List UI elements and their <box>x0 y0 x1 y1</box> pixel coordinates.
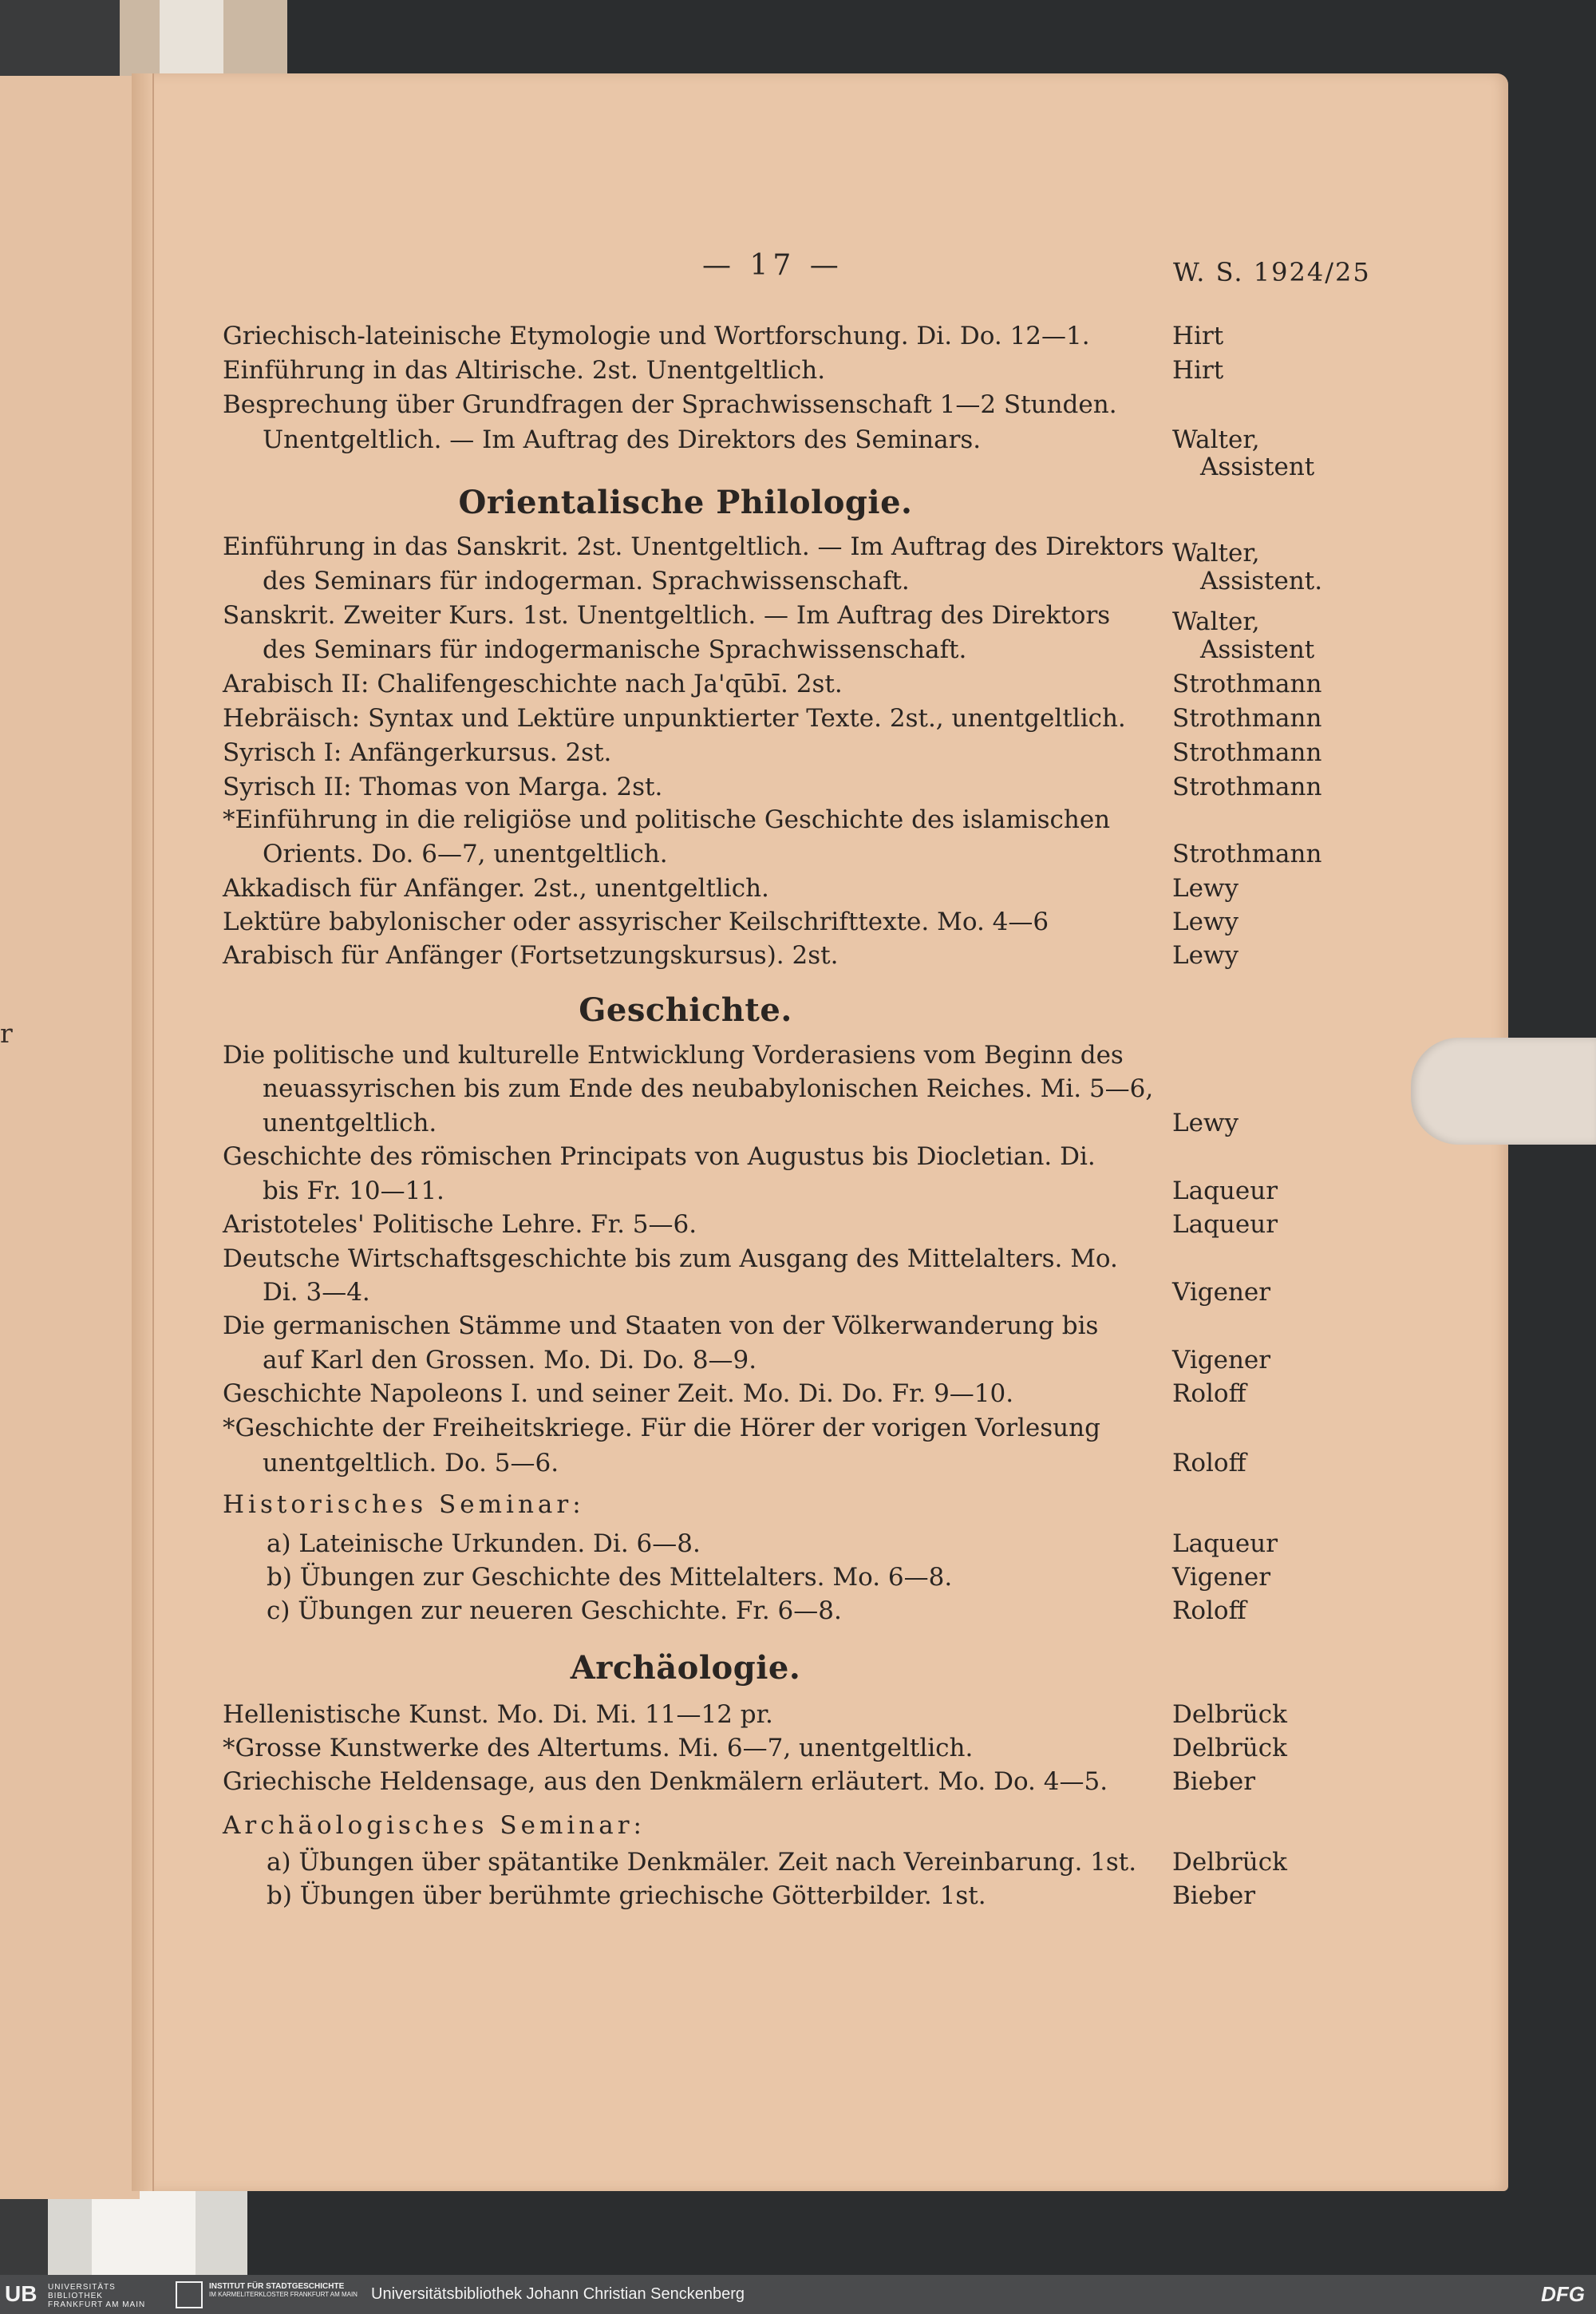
course-text: Lektüre babylonischer oder assyrischer Keilschrifttexte. Mo. 4—6 <box>223 908 1049 936</box>
lecturer: Bieber <box>1172 1767 1256 1796</box>
course-text: Sanskrit. Zweiter Kurs. 1st. Unentgeltlich. — Im Auftrag des Direktors <box>223 601 1111 630</box>
course-text: *Einführung in die religiöse und politische Geschichte des islamischen <box>223 805 1111 834</box>
page-binding <box>132 73 154 2191</box>
lecturer: Laqueur <box>1172 1529 1278 1558</box>
library-name: Universitätsbibliothek Johann Christian Senckenberg <box>371 2285 745 2303</box>
course-text: Einführung in das Sanskrit. 2st. Unentgeltlich. — Im Auftrag des Direktors <box>223 532 1164 561</box>
course-text: Syrisch II: Thomas von Marga. 2st. <box>223 773 663 801</box>
course-text: bis Fr. 10—11. <box>263 1177 444 1205</box>
course-text: Aristoteles' Politische Lehre. Fr. 5—6. <box>223 1210 697 1239</box>
course-text: *Grosse Kunstwerke des Altertums. Mi. 6—7, unentgeltlich. <box>223 1734 974 1762</box>
course-text: Einführung in das Altirische. 2st. Unentgeltlich. <box>223 356 826 385</box>
course-text: b) Übungen über berühmte griechische Götterbilder. 1st. <box>267 1881 986 1910</box>
lecturer: Laqueur <box>1172 1210 1278 1239</box>
lecturer: Vigener <box>1172 1563 1271 1592</box>
course-text: Griechisch-lateinische Etymologie und Wortforschung. Di. Do. 12—1. <box>223 322 1090 350</box>
course-text: Geschichte Napoleons I. und seiner Zeit. Mo. Di. Do. Fr. 9—10. <box>223 1379 1014 1408</box>
previous-page <box>0 76 140 2199</box>
lecturer: Lewy <box>1172 874 1238 903</box>
lecturer: Walter, <box>1172 607 1260 636</box>
institute-logo-icon <box>176 2281 203 2308</box>
course-text: Akkadisch für Anfänger. 2st., unentgeltlich. <box>223 874 769 903</box>
course-text: Geschichte des römischen Principats von Augustus bis Diocletian. Di. <box>223 1142 1096 1171</box>
course-text: Hebräisch: Syntax und Lektüre unpunktierter Texte. 2st., unentgeltlich. <box>223 704 1126 733</box>
lecturer: Delbrück <box>1172 1700 1287 1729</box>
lecturer: Bieber <box>1172 1881 1256 1910</box>
course-text: Arabisch II: Chalifengeschichte nach Ja'qūbī. 2st. <box>223 670 843 698</box>
course-text: Besprechung über Grundfragen der Sprachwissenschaft 1—2 Stunden. <box>223 390 1117 419</box>
course-text: Orients. Do. 6—7, unentgeltlich. <box>263 840 668 868</box>
course-text: b) Übungen zur Geschichte des Mittelalters. Mo. 6—8. <box>267 1563 953 1592</box>
lecturer: Roloff <box>1172 1596 1246 1625</box>
lecturer: Roloff <box>1172 1379 1246 1408</box>
footer-bar <box>0 2275 1596 2314</box>
ub-logo-text: UNIVERSITÄTS BIBLIOTHEK FRANKFURT AM MAIN <box>48 2283 146 2309</box>
course-text: Unentgeltlich. — Im Auftrag des Direktors des Seminars. <box>263 425 982 454</box>
course-text: Die politische und kulturelle Entwicklung Vorderasiens vom Beginn des <box>223 1041 1124 1070</box>
course-text: Di. 3—4. <box>263 1278 370 1307</box>
course-text: Arabisch für Anfänger (Fortsetzungskursus). 2st. <box>223 941 839 970</box>
lecturer: Delbrück <box>1172 1848 1287 1877</box>
lecturer: Assistent. <box>1200 567 1323 595</box>
lecturer: Hirt <box>1172 356 1224 385</box>
course-text: neuassyrischen bis zum Ende des neubabylonischen Reiches. Mi. 5—6, <box>263 1074 1154 1103</box>
lecturer: Delbrück <box>1172 1734 1287 1762</box>
lecturer: Strothmann <box>1172 704 1322 733</box>
lecturer-note: Assistent <box>1200 453 1315 481</box>
section-heading: Archäologie. <box>570 1649 801 1687</box>
section-heading: Orientalische Philologie. <box>458 484 913 521</box>
lecturer: Walter, <box>1172 425 1260 454</box>
course-text: a) Lateinische Urkunden. Di. 6—8. <box>267 1529 701 1558</box>
course-text: Die germanischen Stämme und Staaten von der Völkerwanderung bis <box>223 1311 1099 1340</box>
seminar-heading: Historisches Seminar: <box>223 1490 585 1519</box>
institute-logo-text: INSTITUT FÜR STADTGESCHICHTE IM KARMELITERKLOSTER FRANKFURT AM MAIN <box>209 2282 358 2298</box>
lecturer: Hirt <box>1172 322 1224 350</box>
lecturer: Strothmann <box>1172 773 1322 801</box>
lecturer: Strothmann <box>1172 840 1322 868</box>
lecturer: Lewy <box>1172 908 1238 936</box>
course-text: unentgeltlich. <box>263 1109 437 1137</box>
course-text: Griechische Heldensage, aus den Denkmälern erläutert. Mo. Do. 4—5. <box>223 1767 1108 1796</box>
page-number: — 17 — <box>702 249 843 282</box>
lecturer: Lewy <box>1172 941 1238 970</box>
lecturer: Walter, <box>1172 539 1260 568</box>
course-text: Syrisch I: Anfängerkursus. 2st. <box>223 738 612 767</box>
section-heading: Geschichte. <box>579 991 792 1029</box>
ub-logo: UB <box>5 2281 38 2306</box>
seminar-heading: Archäologisches Seminar: <box>223 1811 646 1840</box>
paper-strip <box>160 0 223 76</box>
lecturer: Roloff <box>1172 1449 1246 1477</box>
previous-page-fragment: r <box>0 1018 13 1049</box>
course-text: c) Übungen zur neueren Geschichte. Fr. 6—8. <box>267 1596 842 1625</box>
course-text: Deutsche Wirtschaftsgeschichte bis zum Ausgang des Mittelalters. Mo. <box>223 1244 1118 1273</box>
course-text: des Seminars für indogermanische Sprachwissenschaft. <box>263 635 967 664</box>
page-tab <box>1411 1038 1596 1145</box>
lecturer: Laqueur <box>1172 1177 1278 1205</box>
lecturer: Vigener <box>1172 1346 1271 1375</box>
term-label: W. S. 1924/25 <box>1173 257 1371 287</box>
lecturer: Vigener <box>1172 1278 1271 1307</box>
lecturer: Strothmann <box>1172 738 1322 767</box>
lecturer: Lewy <box>1172 1109 1238 1137</box>
course-text: a) Übungen über spätantike Denkmäler. Zeit nach Vereinbarung. 1st. <box>267 1848 1137 1877</box>
course-text: Hellenistische Kunst. Mo. Di. Mi. 11—12 pr. <box>223 1700 773 1729</box>
lecturer: Assistent <box>1200 635 1315 664</box>
course-text: des Seminars für indogerman. Sprachwissenschaft. <box>263 567 910 595</box>
dfg-logo: DFG <box>1541 2282 1585 2306</box>
course-text: auf Karl den Grossen. Mo. Di. Do. 8—9. <box>263 1346 757 1375</box>
lecturer: Strothmann <box>1172 670 1322 698</box>
course-text: unentgeltlich. Do. 5—6. <box>263 1449 559 1477</box>
course-text: *Geschichte der Freiheitskriege. Für die Hörer der vorigen Vorlesung <box>223 1414 1100 1442</box>
